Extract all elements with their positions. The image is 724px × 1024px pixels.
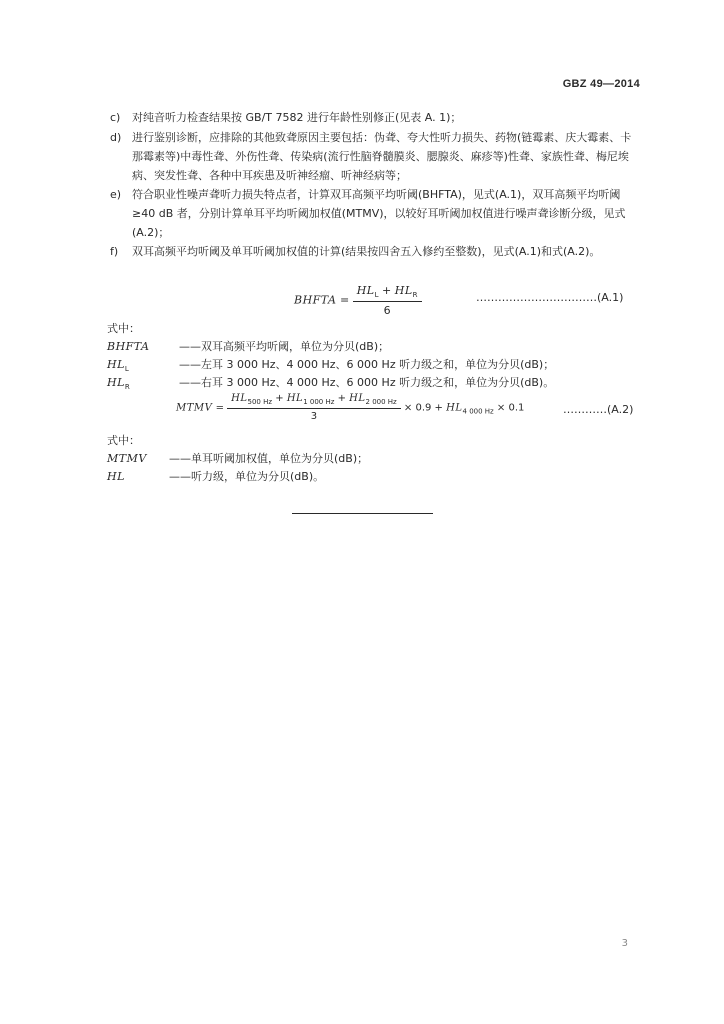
definition-row (107, 450, 368, 468)
definition-text: ——右耳 3 000 Hz、4 000 Hz、6 000 Hz 听力级之和，单位为分贝(dB)。 (179, 376, 555, 389)
equation-number-a1: ……………………………(A.1) (476, 291, 624, 304)
list-item-d (110, 128, 640, 185)
item-label: d) (110, 131, 122, 144)
subscript: R (412, 291, 418, 299)
numerator (353, 284, 422, 302)
numerator (227, 393, 401, 409)
definition-symbol: HL (107, 470, 125, 483)
list-item-c (110, 108, 640, 127)
subscript: L (124, 365, 129, 373)
term-hl: HL (394, 284, 413, 297)
definition-text: ——双耳高频平均听阈，单位为分贝(dB)； (179, 340, 390, 353)
list-item-e (110, 185, 640, 242)
item-text: 进行鉴别诊断，应排除的其他致聋原因主要包括：伪聋、夸大性听力损失、药物(链霉素、庆大霉素、卡那霉素等)中毒性聋、外伤性聋、传染病(流行性脑脊髓膜炎、腮腺炎、麻疹等)性聋、家族性聋、梅尼埃病、突发性聋、各种中耳疾患及听神经瘤、听神经病等； (132, 131, 632, 182)
term-hl: HL (286, 393, 304, 404)
equals-sign: = (215, 402, 224, 414)
term-hl: HL (349, 393, 366, 404)
formula-a2 (176, 393, 524, 422)
formula-a1 (294, 284, 422, 317)
fraction (353, 284, 422, 317)
item-label: f) (110, 245, 119, 258)
item-text: 对纯音听力检查结果按 GB/T 7582 进行年龄性别修正(见表 A. 1)； (132, 111, 462, 124)
fraction (227, 393, 401, 422)
denominator: 3 (310, 411, 318, 422)
subscript: 1 000 Hz (303, 398, 335, 406)
subscript: 4 000 Hz (462, 407, 494, 416)
term-hl: HL (356, 284, 375, 297)
denominator: 6 (383, 304, 391, 317)
equals-sign: = (340, 293, 350, 307)
definition-symbol: HL (107, 358, 125, 371)
definition-text: ——听力级，单位为分贝(dB)。 (169, 470, 325, 483)
page-number: 3 (621, 938, 628, 949)
subscript: R (124, 383, 130, 391)
subscript: 2 000 Hz (365, 398, 397, 406)
subscript: L (374, 291, 379, 299)
definition-symbol: HL (107, 376, 125, 389)
item-text: 双耳高频平均听阈及单耳听阈加权值的计算(结果按四舍五入修约至整数)，见式(A.1)和式(A.2)。 (132, 245, 601, 258)
where-label: 式中： (107, 434, 140, 447)
where-label: 式中： (107, 322, 140, 335)
plus-sign: + (382, 284, 392, 297)
definition-row (107, 468, 324, 486)
definition-row (107, 338, 389, 356)
multiplier: × 0.1 (496, 402, 525, 414)
item-label: e) (110, 188, 122, 201)
end-rule (292, 513, 433, 514)
item-text: 符合职业性噪声聋听力损失特点者，计算双耳高频平均听阈(BHFTA)，见式(A.1)，双耳高频平均听阈≥40 dB 者，分别计算单耳平均听阈加权值(MTMV)，以较好耳听阈加权值进行噪声聋诊断分级，见式(A.2)； (132, 188, 626, 239)
definition-text: ——单耳听阈加权值，单位为分贝(dB)； (169, 452, 369, 465)
term-hl: HL (231, 393, 248, 404)
definition-symbol: MTMV (107, 452, 147, 465)
multiplier: × 0.9 + (403, 402, 443, 414)
definition-text: ——左耳 3 000 Hz、4 000 Hz、6 000 Hz 听力级之和，单位为分贝(dB)； (179, 358, 555, 371)
formula-lhs: BHFTA (294, 293, 337, 307)
definition-symbol: BHFTA (107, 340, 150, 353)
subscript: 500 Hz (247, 398, 273, 406)
standard-code: GBZ 49—2014 (562, 78, 640, 90)
formula-lhs: MTMV (176, 402, 213, 414)
term-hl: HL (446, 402, 463, 414)
equation-number-a2: …………(A.2) (563, 403, 634, 416)
item-label: c) (110, 111, 121, 124)
plus-sign: + (337, 393, 346, 404)
plus-sign: + (275, 393, 284, 404)
list-item-f (110, 242, 640, 261)
